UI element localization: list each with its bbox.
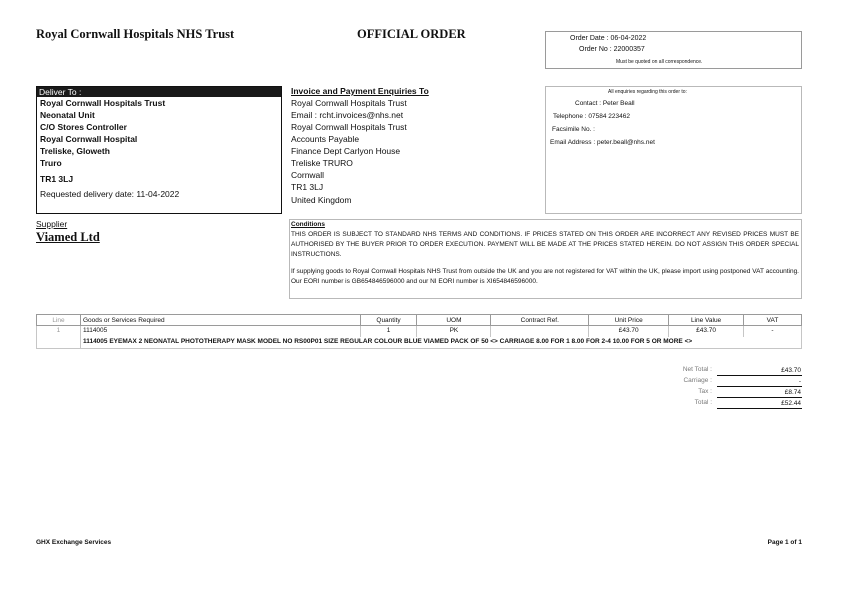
contact-heading: All enquiries regarding this order to: (608, 89, 687, 95)
contact-telephone: Telephone : 07584 223462 (553, 113, 630, 120)
contact-box (545, 86, 802, 214)
requested-delivery-date: Requested delivery date: 11-04-2022 (40, 189, 180, 199)
deliver-to-heading: Deliver To : (37, 87, 281, 97)
cell-empty (37, 337, 81, 349)
deliver-line: C/O Stores Controller (40, 122, 127, 132)
invoice-line: Royal Cornwall Hospitals Trust (291, 122, 407, 132)
invoice-line: Accounts Payable (291, 134, 360, 144)
invoice-heading: Invoice and Payment Enquiries To (291, 86, 429, 96)
col-header-unit-price: Unit Price (589, 315, 669, 326)
invoice-line: Royal Cornwall Hospitals Trust (291, 98, 407, 108)
net-total-label: Net Total : (682, 366, 712, 373)
carriage-label: Carriage : (683, 377, 712, 384)
contact-facsimile: Facsimile No. : (552, 126, 595, 133)
order-date: Order Date : 06-04-2022 (570, 35, 647, 42)
deliver-line: Treliske, Gloweth (40, 146, 110, 156)
col-header-line-value: Line Value (669, 315, 744, 326)
deliver-line: Truro (40, 158, 62, 168)
cell-vat: - (744, 326, 802, 337)
deliver-line: Neonatal Unit (40, 110, 95, 120)
col-header-contract-ref: Contract Ref. (491, 315, 589, 326)
contact-email: Email Address : peter.beall@nhs.net (550, 139, 655, 146)
table-header-row (37, 315, 802, 326)
page-number: Page 1 of 1 (767, 539, 802, 546)
col-header-uom: UOM (417, 315, 491, 326)
invoice-email: Email : rcht.invoices@nhs.net (291, 110, 404, 120)
cell-uom: PK (417, 326, 491, 337)
cell-contract-ref (491, 326, 589, 337)
deliver-line: Royal Cornwall Hospitals Trust (40, 98, 166, 108)
carriage-value: - (717, 377, 802, 387)
cell-line-value: £43.70 (669, 326, 744, 337)
vat-paragraph: If supplying goods to Royal Cornwall Hospitals NHS Trust from outside the UK and you are not registered for VAT within the UK, please import using postponed VAT accounting. Our EORI number is GB654846596000 and our NI EORI number is XI654846596000. (291, 268, 799, 285)
table-row (37, 326, 802, 337)
invoice-line: United Kingdom (291, 195, 352, 205)
col-header-line: Line (37, 315, 81, 326)
deliver-to-box (36, 86, 282, 214)
order-items-table (36, 314, 802, 349)
tax-label: Tax : (698, 388, 712, 395)
cell-quantity: 1 (360, 326, 417, 337)
cell-code: 1114005 (80, 326, 360, 337)
conditions-paragraph: THIS ORDER IS SUBJECT TO STANDARD NHS TERMS AND CONDITIONS. IF PRICES STATED ON THIS ORDER ARE INCORRECT ANY REVISED PRICES MUST BE AUTHORISED BY THE BUYER PRIOR TO ORDER EXECUTION. PAYMENT WILL BE MADE AT THE PRICES STATED HEREIN. DO NOT ASSIGN THIS ORDER SPECIAL INSTRUCTIONS. (291, 231, 799, 258)
document-title: OFFICIAL ORDER (357, 27, 466, 41)
order-info-box (545, 31, 802, 69)
supplier-name: Viamed Ltd (36, 230, 100, 244)
table-row-description (37, 337, 802, 349)
contact-name: Contact : Peter Beall (575, 100, 635, 107)
invoice-enquiries-block (291, 86, 545, 214)
total-label: Total : (694, 399, 712, 406)
deliver-line: Royal Cornwall Hospital (40, 134, 138, 144)
invoice-line: Treliske TRURO (291, 158, 353, 168)
deliver-postcode: TR1 3LJ (40, 174, 74, 184)
footer-provider: GHX Exchange Services (36, 539, 112, 546)
invoice-line: TR1 3LJ (291, 182, 324, 192)
cell-description: 1114005 EYEMAX 2 NEONATAL PHOTOTHERAPY MASK MODEL NO RS00P01 SIZE REGULAR COLOUR BLUE VIAMED PACK OF 50 <> CARRIAGE 8.00 FOR 1 8.00 FOR 2-4 10.00 FOR 5 OR MORE <> (80, 337, 801, 349)
invoice-line: Finance Dept Carlyon House (291, 146, 401, 156)
cell-line: 1 (37, 326, 81, 337)
col-header-vat: VAT (744, 315, 802, 326)
order-quote-note: Must be quoted on all correspondence. (616, 59, 703, 65)
total-value: £52.44 (717, 399, 802, 409)
trust-name: Royal Cornwall Hospitals NHS Trust (36, 27, 235, 41)
tax-value: £8.74 (717, 388, 802, 398)
col-header-goods: Goods or Services Required (80, 315, 360, 326)
cell-unit-price: £43.70 (589, 326, 669, 337)
order-number: Order No : 22000357 (579, 46, 645, 53)
net-total-value: £43.70 (717, 366, 802, 376)
supplier-heading: Supplier (36, 219, 68, 229)
invoice-line: Cornwall (291, 170, 325, 180)
conditions-heading: Conditions (291, 221, 325, 228)
col-header-quantity: Quantity (360, 315, 417, 326)
conditions-box (289, 219, 802, 299)
